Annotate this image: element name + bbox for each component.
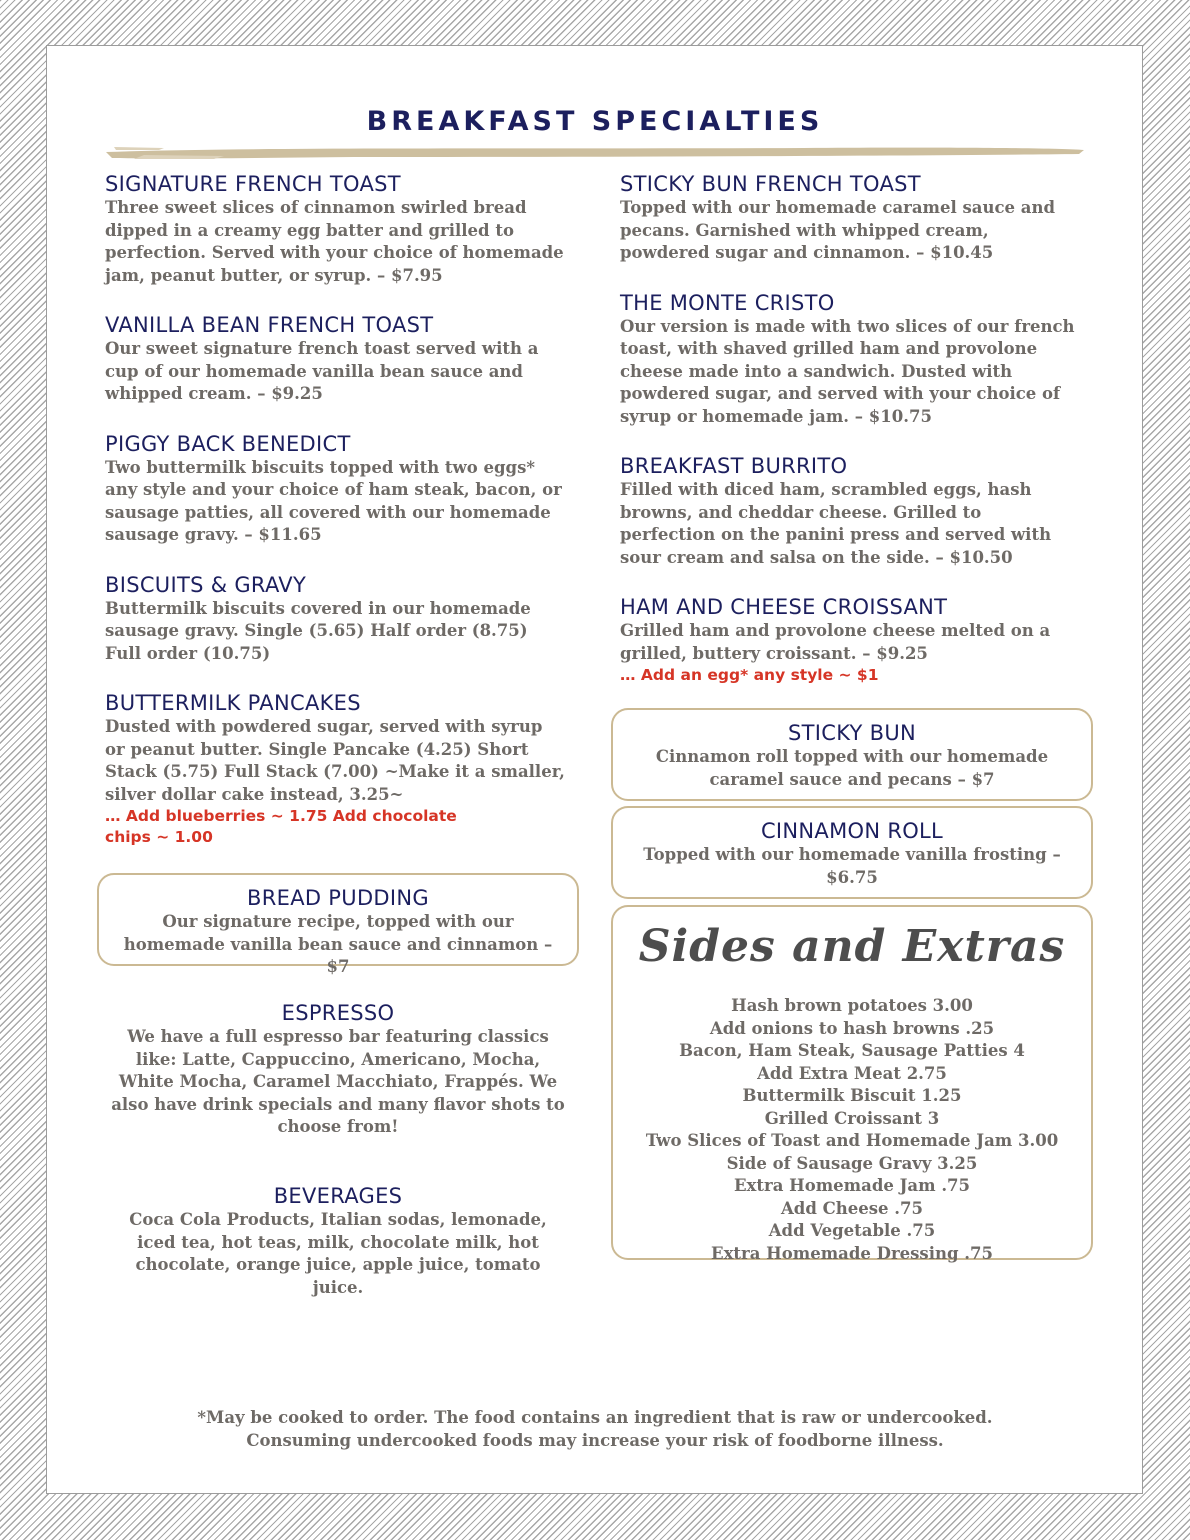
- section-description: Coca Cola Products, Italian sodas, lemonade, iced tea, hot teas, milk, chocolate milk, hot chocolate, orange juice, apple juice, tomato juice.: [129, 1210, 547, 1297]
- espresso-section: [110, 1000, 566, 1139]
- item-name: SIGNATURE FRENCH TOAST: [105, 172, 401, 196]
- item-description: Topped with our homemade vanilla frosting – $6.75: [643, 845, 1061, 887]
- sticky-bun-box: [611, 708, 1093, 801]
- menu-item: [105, 572, 565, 666]
- item-description: Topped with our homemade caramel sauce and pecans. Garnished with whipped cream, powdered sugar and cinnamon. – $10.45: [620, 198, 1055, 262]
- side-item: Extra Homemade Jam .75: [733, 1176, 971, 1195]
- item-description: Our signature recipe, topped with our homemade vanilla bean sauce and cinnamon – $7: [123, 912, 553, 976]
- item-description: Filled with diced ham, scrambled eggs, hash browns, and cheddar cheese. Grilled to perfection on the panini press and served with sour cream and salsa on the side. – $10.50: [620, 480, 1052, 567]
- brush-stroke-divider: [104, 143, 1086, 163]
- side-item: Add onions to hash browns .25: [709, 1018, 995, 1038]
- bread-pudding-box: [97, 873, 579, 976]
- item-name: BREAD PUDDING: [247, 886, 429, 910]
- sides-and-extras-box: [611, 905, 1093, 1263]
- left-column: [105, 171, 565, 873]
- item-name: STICKY BUN FRENCH TOAST: [620, 172, 921, 196]
- item-description: Our version is made with two slices of our french toast, with shaved grilled ham and provolone cheese made into a sandwich. Dusted with powdered sugar, and served with your choice of syrup or homemade jam. – $10.75: [620, 316, 1075, 426]
- item-description: Cinnamon roll topped with our homemade caramel sauce and pecans – $7: [655, 747, 1049, 789]
- side-item: Add Extra Meat 2.75: [757, 1063, 947, 1083]
- side-item: Extra Homemade Dressing .75: [711, 1243, 993, 1263]
- cinnamon-roll-box: [611, 806, 1093, 899]
- side-item: Hash brown potatoes 3.00: [731, 996, 973, 1015]
- item-name: BUTTERMILK PANCAKES: [105, 691, 361, 715]
- item-addon: … Add an egg* any style ~ $1: [620, 666, 879, 684]
- item-name: HAM AND CHEESE CROISSANT: [620, 595, 948, 619]
- menu-item: [620, 453, 1080, 569]
- side-item: Buttermilk Biscuit 1.25: [742, 1086, 962, 1105]
- item-description: Dusted with powdered sugar, served with syrup or peanut butter. Single Pancake (4.25) Short Stack (5.75) Full Stack (7.00) ~Make it a smaller, silver dollar cake instead, 3.25~: [105, 717, 565, 804]
- section-heading: ESPRESSO: [281, 1001, 395, 1025]
- item-description: Two buttermilk biscuits topped with two eggs* any style and your choice of ham steak, bacon, or sausage patties, all covered with our homemade sausage gravy. – $11.65: [105, 457, 562, 544]
- side-item: Grilled Croissant 3: [764, 1108, 940, 1128]
- item-description: Our sweet signature french toast served with a cup of our homemade vanilla bean sauce and whipped cream. – $9.25: [105, 339, 539, 403]
- sides-heading: Sides and Extras: [638, 921, 1066, 972]
- item-name: PIGGY BACK BENEDICT: [105, 431, 351, 456]
- beverages-section: [110, 1183, 566, 1299]
- menu-item: [620, 171, 1080, 265]
- sides-list: [613, 995, 1091, 1265]
- side-item: Add Cheese .75: [781, 1198, 923, 1218]
- menu-item: [105, 171, 565, 287]
- menu-item: [620, 290, 1080, 429]
- side-item: Bacon, Ham Steak, Sausage Patties 4: [679, 1041, 1025, 1060]
- item-name: BISCUITS & GRAVY: [105, 572, 307, 597]
- section-heading: BEVERAGES: [273, 1184, 403, 1208]
- side-item: Two Slices of Toast and Homemade Jam 3.00: [645, 1131, 1059, 1150]
- page-title: BREAKFAST SPECIALTIES: [366, 106, 824, 137]
- side-item: Add Vegetable .75: [768, 1221, 936, 1240]
- item-name: VANILLA BEAN FRENCH TOAST: [105, 313, 434, 337]
- section-description: We have a full espresso bar featuring classics like: Latte, Cappuccino, Americano, Mocha, White Mocha, Caramel Macchiato, Frappés. We also have drink specials and many flavor shots to choose from!: [111, 1027, 565, 1136]
- item-description: Three sweet slices of cinnamon swirled bread dipped in a creamy egg batter and grilled to perfection. Served with your choice of homemade jam, peanut butter, or syrup. – $7.95: [105, 198, 564, 285]
- item-description: Grilled ham and provolone cheese melted on a grilled, buttery croissant. – $9.25: [620, 621, 1051, 663]
- right-column: [620, 171, 1080, 711]
- side-item: Side of Sausage Gravy 3.25: [726, 1153, 978, 1173]
- footer-disclaimer: *May be cooked to order. The food contains an ingredient that is raw or undercooked. Consuming undercooked foods may increase your risk of foodborne illness.: [197, 1408, 993, 1450]
- item-name: STICKY BUN: [787, 721, 917, 745]
- item-name: CINNAMON ROLL: [760, 819, 944, 843]
- item-name: THE MONTE CRISTO: [620, 290, 835, 315]
- item-description: Buttermilk biscuits covered in our homemade sausage gravy. Single (5.65) Half order (8.75) Full order (10.75): [105, 598, 531, 663]
- menu-item: [105, 690, 565, 848]
- menu-item: [105, 431, 565, 547]
- item-addon: … Add blueberries ~ 1.75 Add chocolate chips ~ 1.00: [105, 807, 457, 846]
- menu-item: [105, 312, 565, 406]
- item-name: BREAKFAST BURRITO: [620, 454, 848, 478]
- menu-item: [620, 594, 1080, 686]
